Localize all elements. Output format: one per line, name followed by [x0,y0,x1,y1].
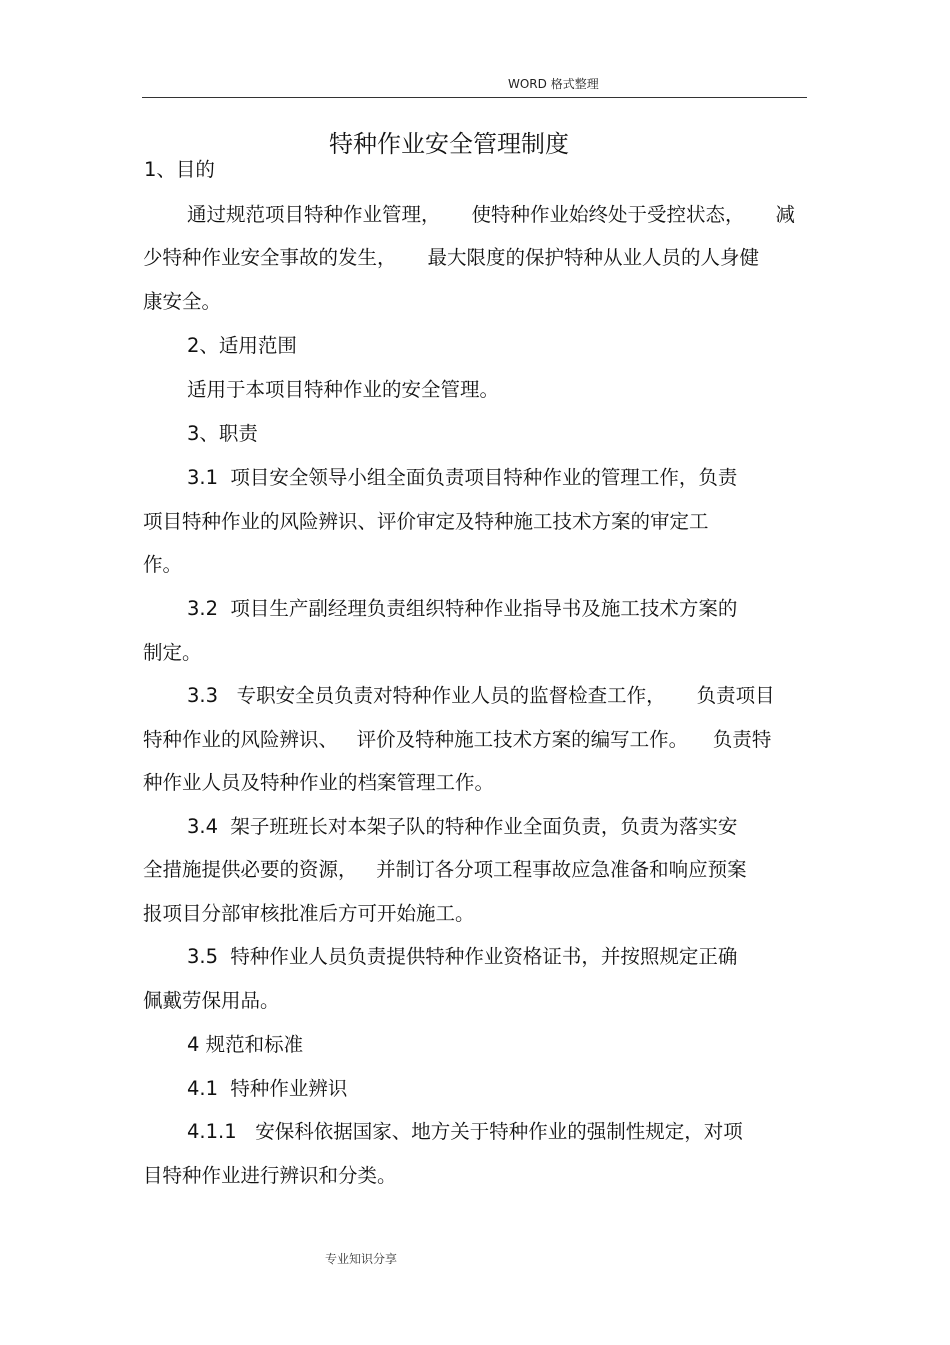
paragraph-line: 3.2 项目生产副经理负责组织特种作业指导书及施工技术方案的 [187,597,738,620]
section-heading: 4 规范和标准 [187,1033,304,1056]
paragraph-line: 3.1 项目安全领导小组全面负责项目特种作业的管理工作，负责 [187,466,738,489]
section-heading: 1、目的 [144,158,215,181]
paragraph-line: 目特种作业进行辨识和分类。 [143,1164,397,1187]
paragraph-line: 通过规范项目特种作业管理， 使特种作业始终处于受控状态， 减 [187,203,795,226]
paragraph-line: 康安全。 [143,290,222,313]
paragraph-line: 佩戴劳保用品。 [143,989,280,1012]
paragraph-line: 3.3 专职安全员负责对特种作业人员的监督检查工作， 负责项目 [187,684,775,707]
paragraph-line: 制定。 [143,641,202,664]
paragraph-line: 作。 [143,553,183,576]
paragraph-line: 少特种作业安全事故的发生， 最大限度的保护特种从业人员的人身健 [143,246,759,269]
paragraph-line: 适用于本项目特种作业的安全管理。 [187,378,500,401]
header-label: WORD 格式整理 [508,77,599,91]
header-divider [142,97,807,98]
section-heading: 2、适用范围 [187,334,297,357]
paragraph-line: 项目特种作业的风险辨识、评价审定及特种施工技术方案的审定工 [143,510,709,533]
subsection-heading: 4.1 特种作业辨识 [187,1077,348,1100]
paragraph-line: 3.4 架子班班长对本架子队的特种作业全面负责，负责为落实安 [187,815,738,838]
paragraph-line: 全措施提供必要的资源， 并制订各分项工程事故应急准备和响应预案 [143,858,747,881]
paragraph-line: 4.1.1 安保科依据国家、地方关于特种作业的强制性规定，对项 [187,1120,743,1143]
section-heading: 3、职责 [187,422,258,445]
paragraph-line: 特种作业的风险辨识、 评价及特种施工技术方案的编写工作。 负责特 [143,728,772,751]
paragraph-line: 报项目分部审核批准后方可开始施工。 [143,902,475,925]
paragraph-line: 3.5 特种作业人员负责提供特种作业资格证书，并按照规定正确 [187,945,738,968]
paragraph-line: 种作业人员及特种作业的档案管理工作。 [143,771,495,794]
page-footer: 专业知识分享 [325,1252,398,1266]
document-title: 特种作业安全管理制度 [329,130,569,158]
